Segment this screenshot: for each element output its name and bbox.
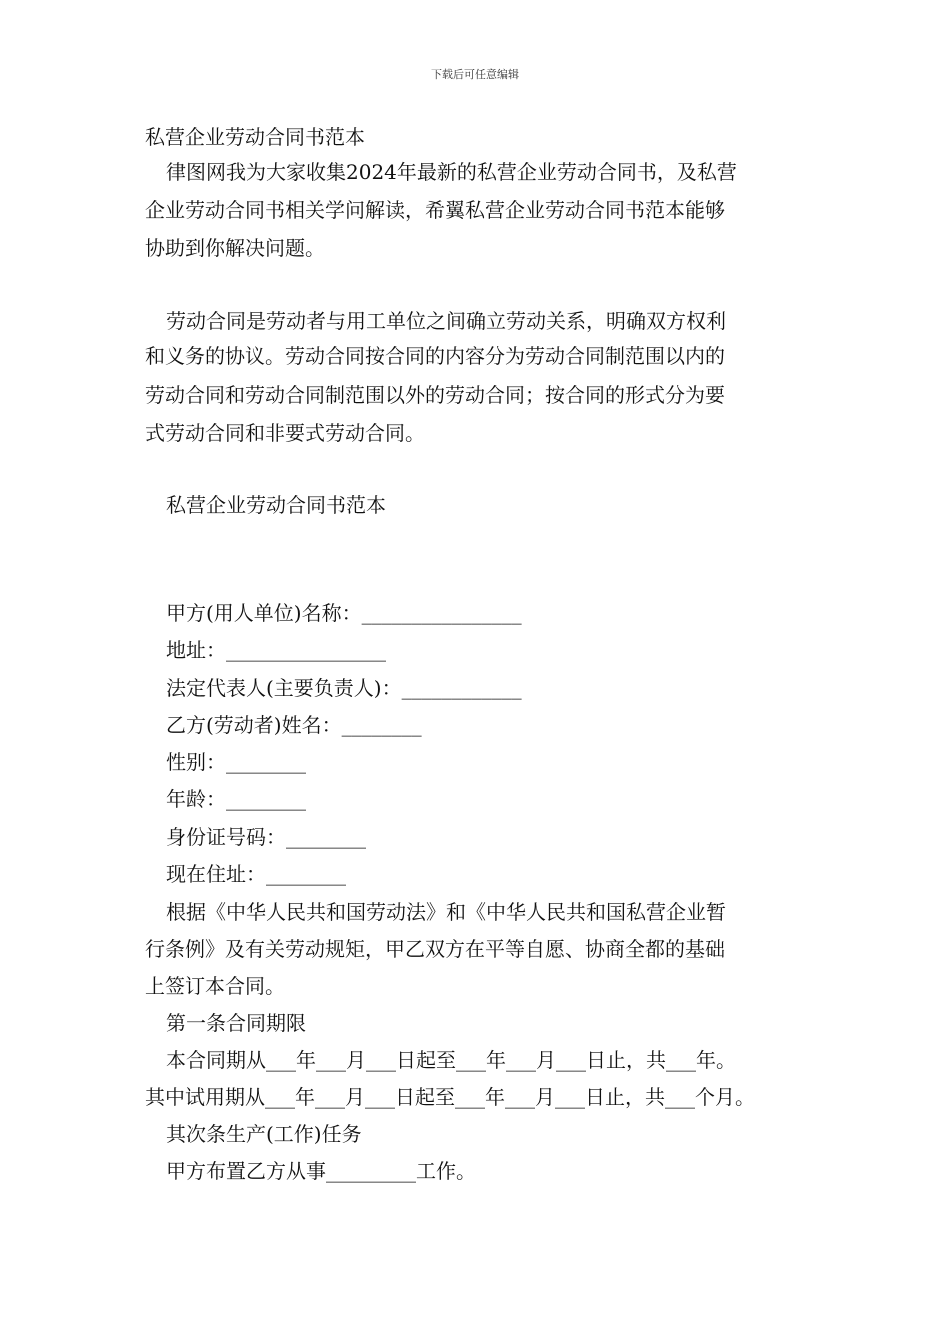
article-2-body: 甲方布置乙方从事_________工作。 xyxy=(166,1159,476,1183)
definition-line: 劳动合同和劳动合同制范围以外的劳动合同；按合同的形式分为要 xyxy=(145,383,725,407)
intro-line: 协助到你解决问题。 xyxy=(145,236,325,260)
article-1-title: 第一条合同期限 xyxy=(166,1011,306,1035)
intro-line: 律图网我为大家收集2024年最新的私营企业劳动合同书，及私营 xyxy=(166,160,737,184)
field-current-address: 现在住址：________ xyxy=(166,862,346,886)
basis-line: 上签订本合同。 xyxy=(145,974,285,998)
section-subtitle: 私营企业劳动合同书范本 xyxy=(166,493,386,517)
field-age: 年龄：________ xyxy=(166,787,306,811)
document-title: 私营企业劳动合同书范本 xyxy=(145,125,365,149)
article-2-title: 其次条生产(工作)任务 xyxy=(166,1122,362,1146)
field-party-b-name: 乙方(劳动者)姓名：________ xyxy=(166,713,422,737)
definition-line: 和义务的协议。劳动合同按合同的内容分为劳动合同制范围以内的 xyxy=(145,344,725,368)
field-id-number: 身份证号码：________ xyxy=(166,825,366,849)
field-party-a-name: 甲方(用人单位)名称：________________ xyxy=(166,601,522,625)
intro-line: 企业劳动合同书相关学问解读，希翼私营企业劳动合同书范本能够 xyxy=(145,198,725,222)
article-1-probation: 其中试用期从___年___月___日起至___年___月___日止，共___个月。 xyxy=(145,1085,755,1109)
basis-line: 根据《中华人民共和国劳动法》和《中华人民共和国私营企业暂 xyxy=(166,900,726,924)
article-1-term: 本合同期从___年___月___日起至___年___月___日止，共___年。 xyxy=(166,1048,736,1072)
definition-line: 劳动合同是劳动者与用工单位之间确立劳动关系，明确双方权利 xyxy=(166,309,726,333)
definition-line: 式劳动合同和非要式劳动合同。 xyxy=(145,421,425,445)
basis-line: 行条例》及有关劳动规矩，甲乙双方在平等自愿、协商全都的基础 xyxy=(145,937,725,961)
field-gender: 性别：________ xyxy=(166,750,306,774)
field-legal-representative: 法定代表人(主要负责人)：____________ xyxy=(166,676,522,700)
field-address: 地址：________________ xyxy=(166,638,386,662)
page-header: 下载后可任意编辑 xyxy=(431,68,519,81)
